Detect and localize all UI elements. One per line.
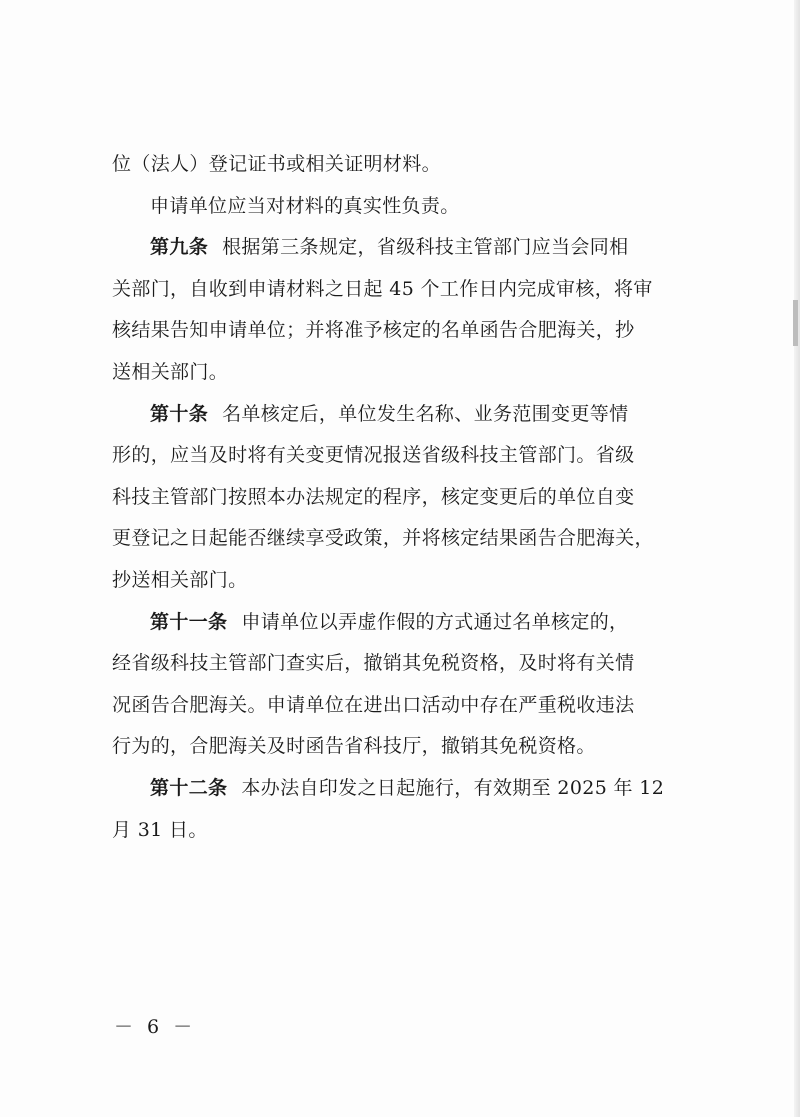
text-line [112,269,692,311]
text-line [112,186,692,228]
article-label: 第十一条 [150,610,228,633]
text-line [112,477,692,519]
line-text: 月 31 日。 [112,818,208,841]
text-line [112,810,692,852]
article-9-heading-line [112,227,692,269]
text-line [112,518,692,560]
line-text: 核结果告知申请单位；并将准予核定的名单函告合肥海关，抄 [112,319,635,342]
text-line [112,726,692,768]
text-line [112,435,692,477]
line-text: 更登记之日起能否继续享受政策，并将核定结果函告合肥海关， [112,527,654,550]
article-label: 第九条 [150,236,209,259]
article-11-heading-line [112,602,692,644]
line-text: 根据第三条规定，省级科技主管部门应当会同相 [222,236,629,259]
text-line [112,643,692,685]
line-text: 位（法人）登记证书或相关证明材料。 [112,153,441,175]
scan-binding-mark [793,300,798,346]
text-line [112,560,692,602]
article-12-heading-line [112,768,692,810]
line-text: 申请单位以弄虚作假的方式通过名单核定的， [241,610,629,633]
text-line [112,144,692,186]
line-text: 况函告合肥海关。申请单位在进出口活动中存在严重税收违法 [112,693,635,716]
line-text: 形的，应当及时将有关变更情况报送省级科技主管部门。省级 [112,444,635,467]
line-text: 经省级科技主管部门查实后，撤销其免税资格，及时将有关情 [112,652,635,675]
article-label: 第十二条 [150,776,228,799]
line-text: 送相关部门。 [112,360,229,383]
text-line [112,685,692,727]
article-label: 第十条 [150,402,209,425]
article-10-heading-line [112,394,692,436]
line-text: 名单核定后，单位发生名称、业务范围变更等情 [222,402,629,425]
line-text: 行为的，合肥海关及时函告省科技厅，撤销其免税资格。 [112,735,596,758]
line-text: 科技主管部门按照本办法规定的程序，核定变更后的单位自变 [112,485,635,508]
body-text [112,144,692,851]
line-text: 本办法自印发之日起施行，有效期至 2025 年 12 [241,776,665,799]
text-line [112,352,692,394]
scan-edge [794,0,800,1117]
line-text: 关部门，自收到申请材料之日起 45 个工作日内完成审核，将审 [112,277,653,300]
page-number: － 6 － [114,1016,197,1038]
line-text: 申请单位应当对材料的真实性负责。 [150,194,460,217]
text-line [112,310,692,352]
line-text: 抄送相关部门。 [112,568,248,591]
